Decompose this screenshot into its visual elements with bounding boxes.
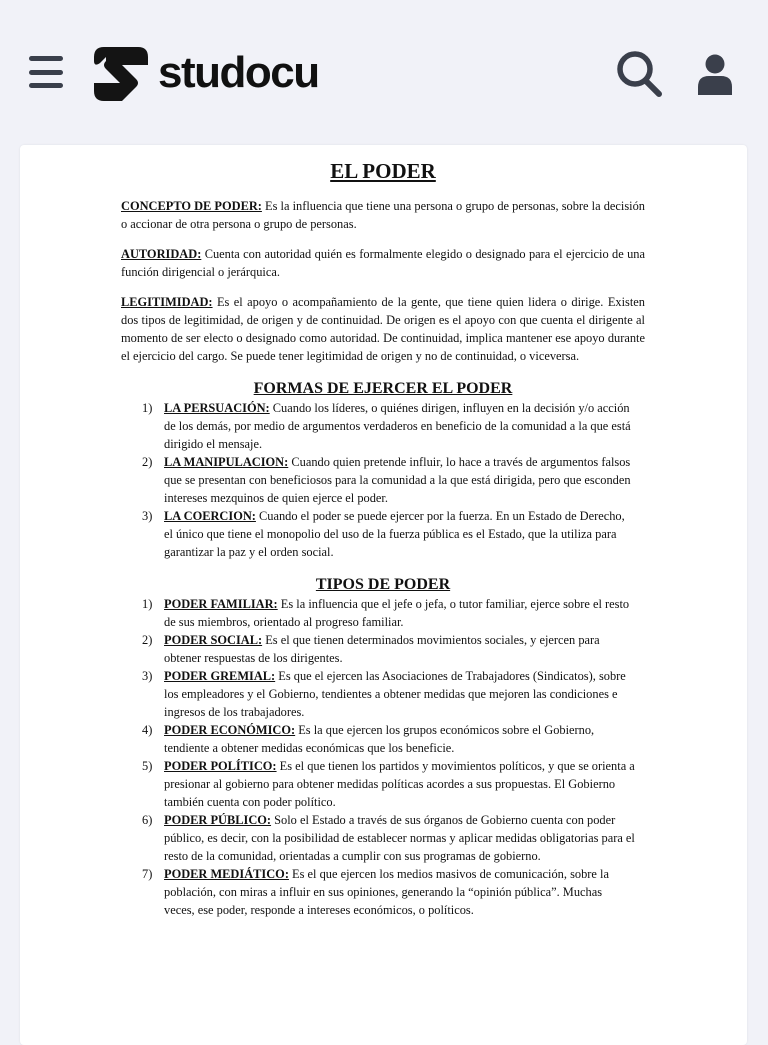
list-item bbox=[121, 757, 645, 811]
paragraph-term: CONCEPTO DE PODER: bbox=[121, 199, 262, 213]
list-number: 1) bbox=[142, 597, 153, 611]
list-text: Es la influencia que el jefe o jefa, o tutor familiar, ejerce sobre el resto de sus miembros, orientado al progreso familiar. bbox=[164, 597, 630, 629]
studocu-logo[interactable] bbox=[92, 42, 319, 104]
menu-line bbox=[29, 70, 63, 75]
paragraph-concepto bbox=[121, 197, 645, 233]
list-text: Es la que ejercen los grupos económicos sobre el Gobierno, tendiente a obtener medidas económicas que los beneficie. bbox=[164, 723, 595, 755]
search-icon[interactable] bbox=[614, 48, 664, 100]
list-term: LA MANIPULACION: bbox=[164, 455, 289, 469]
list-item bbox=[121, 721, 645, 757]
list-text: Es el que tienen los partidos y movimientos políticos, y que se orienta a presionar al gobierno para obtener medidas políticas acordes a sus propuestas. El Gobierno también cuenta con poder político. bbox=[164, 759, 635, 809]
list-number: 3) bbox=[142, 509, 153, 523]
paragraph-text: Cuenta con autoridad quién es formalmente elegido o designado para el ejercicio de una función dirigencial o jerárquica. bbox=[121, 247, 645, 279]
list-term: PODER GREMIAL: bbox=[164, 669, 276, 683]
list-item bbox=[121, 865, 645, 919]
list-text: Es el que tienen determinados movimientos sociales, y ejercen para obtener respuestas de los dirigentes. bbox=[164, 633, 600, 665]
list-text: Solo el Estado a través de sus órganos de Gobierno cuenta con poder público, es decir, con la posibilidad de establecer normas y aplicar medidas obligatorias para el resto de la comunidad, orientadas a cumplir con sus programas de gobierno. bbox=[164, 813, 635, 863]
list-text: Cuando quien pretende influir, lo hace a través de argumentos falsos que se presentan con beneficiosos para la comunidad a la que está dirigida, pero que esconden intereses mezquinos de quien ejerce el poder. bbox=[164, 455, 631, 505]
section-title-formas: FORMAS DE EJERCER EL PODER bbox=[253, 380, 513, 397]
hamburger-menu-icon[interactable] bbox=[26, 52, 66, 92]
document-title: EL PODER bbox=[330, 159, 436, 183]
list-item bbox=[121, 631, 645, 667]
studocu-logo-icon bbox=[92, 43, 150, 103]
list-item bbox=[121, 667, 645, 721]
list-text: Es el que ejercen los medios masivos de comunicación, sobre la población, con miras a influir en sus opiniones, generando la “opinión pública”. Muchas veces, ese poder, responde a intereses económicos, o políticos. bbox=[164, 867, 609, 917]
user-icon[interactable] bbox=[696, 54, 734, 96]
list-number: 2) bbox=[142, 455, 153, 469]
list-term: PODER MEDIÁTICO: bbox=[164, 867, 289, 881]
list-number: 7) bbox=[142, 867, 153, 881]
list-text: Es que el ejercen las Asociaciones de Trabajadores (Sindicatos), sobre los empleadores y el Gobierno, tendientes a obtener medidas que mejoren las condiciones e ingresos de los trabajadores. bbox=[164, 669, 626, 719]
list-item bbox=[121, 595, 645, 631]
logo-text: studocu bbox=[158, 48, 319, 97]
list-term: PODER PÚBLICO: bbox=[164, 813, 272, 827]
paragraph-legitimidad bbox=[121, 293, 645, 365]
list-term: LA COERCION: bbox=[164, 509, 256, 523]
document-page bbox=[20, 145, 747, 1045]
list-term: LA PERSUACIÓN: bbox=[164, 401, 270, 415]
paragraph-term: AUTORIDAD: bbox=[121, 247, 202, 261]
list-number: 6) bbox=[142, 813, 153, 827]
list-item bbox=[121, 507, 645, 561]
paragraph-text: Es la influencia que tiene una persona o grupo de personas, sobre la decisión o accionar de otra persona o grupo de personas. bbox=[121, 199, 645, 231]
menu-line bbox=[29, 56, 63, 61]
paragraph-autoridad bbox=[121, 245, 645, 281]
list-number: 3) bbox=[142, 669, 153, 683]
list-term: PODER ECONÓMICO: bbox=[164, 723, 296, 737]
list-number: 4) bbox=[142, 723, 153, 737]
list-term: PODER FAMILIAR: bbox=[164, 597, 278, 611]
list-item bbox=[121, 399, 645, 453]
menu-line bbox=[29, 83, 63, 88]
paragraph-term: LEGITIMIDAD: bbox=[121, 295, 213, 309]
tipos-list bbox=[121, 595, 645, 919]
list-number: 1) bbox=[142, 401, 153, 415]
list-term: PODER SOCIAL: bbox=[164, 633, 263, 647]
list-item bbox=[121, 811, 645, 865]
formas-list bbox=[121, 399, 645, 561]
section-title-tipos: TIPOS DE PODER bbox=[315, 576, 451, 593]
list-number: 5) bbox=[142, 759, 153, 773]
paragraph-text: Es el apoyo o acompañamiento de la gente, que tiene quien lidera o dirige. Existen dos tipos de legitimidad, de origen y de continuidad. De origen es el apoyo con que cuenta el dirigente al momento de ser electo o designado como autoridad. De continuidad, implica mantener ese apoyo durante el ejercicio del cargo. Se puede tener legitimidad de origen y no de continuidad, o viceversa. bbox=[121, 295, 645, 363]
list-text: Cuando los líderes, o quiénes dirigen, influyen en la decisión y/o acción de los demás, por medio de argumentos verdaderos en beneficio de la comunidad a la que está dirigido el mensaje. bbox=[164, 401, 631, 451]
list-text: Cuando el poder se puede ejercer por la fuerza. En un Estado de Derecho, el único que tiene el monopolio del uso de la fuerza pública es el Estado, que la utiliza para garantizar la paz y el orden social. bbox=[164, 509, 625, 559]
list-term: PODER POLÍTICO: bbox=[164, 759, 277, 773]
list-number: 2) bbox=[142, 633, 153, 647]
list-item bbox=[121, 453, 645, 507]
top-navigation-bar bbox=[0, 0, 768, 145]
document-content bbox=[121, 145, 645, 919]
